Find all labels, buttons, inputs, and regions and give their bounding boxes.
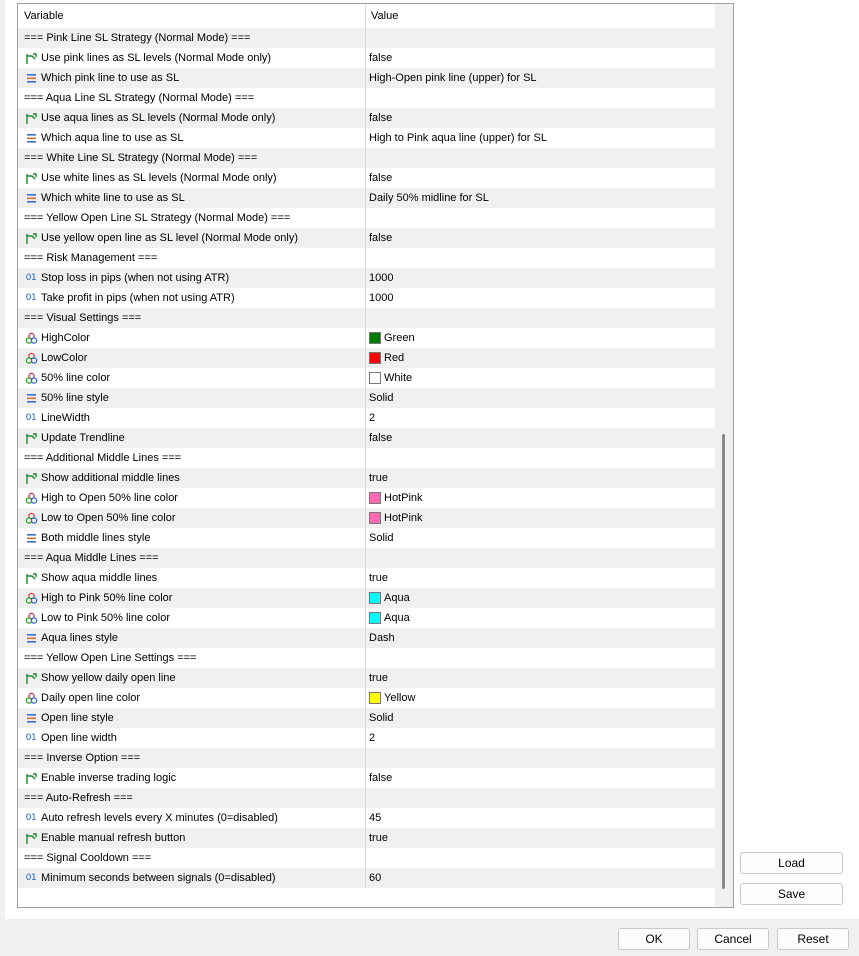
value-cell[interactable] [366,828,715,848]
table-row[interactable] [18,308,715,328]
enum-list-icon [24,71,38,85]
variable-name: Which aqua line to use as SL [41,132,184,144]
value-cell[interactable] [366,148,715,168]
variable-value[interactable]: Red [384,352,405,364]
value-cell[interactable] [366,348,715,368]
variable-cell [18,448,366,468]
variable-value[interactable]: 2 [369,412,376,424]
variable-cell [18,808,366,828]
variable-name: Low to Open 50% line color [41,512,176,524]
variable-value[interactable]: true [369,472,388,484]
variable-name: === Aqua Middle Lines === [24,552,159,564]
table-row[interactable] [18,628,715,648]
value-cell[interactable] [366,288,715,308]
variable-name: === Signal Cooldown === [24,852,152,864]
enum-list-icon [24,711,38,725]
variable-cell [18,248,366,268]
variable-cell [18,488,366,508]
variable-name: High to Open 50% line color [41,492,178,504]
variable-name: === Visual Settings === [24,312,142,324]
variable-name: Enable manual refresh button [41,832,186,844]
color-circles-icon [24,591,38,605]
boolean-arrow-icon [24,231,38,245]
grid-rows [18,28,715,888]
table-row[interactable] [18,148,715,168]
variable-value[interactable]: true [369,572,388,584]
variable-value[interactable]: White [384,372,413,384]
value-cell[interactable] [366,808,715,828]
variable-cell [18,68,366,88]
variable-value[interactable]: true [369,832,388,844]
table-row[interactable] [18,428,715,448]
variable-cell [18,28,366,48]
variable-cell [18,628,366,648]
variable-name: Open line width [41,732,117,744]
variable-value[interactable]: Aqua [384,592,410,604]
variable-value[interactable]: false [369,172,393,184]
variable-cell [18,108,366,128]
enum-list-icon [24,631,38,645]
variable-name: Use pink lines as SL levels (Normal Mode only) [41,52,272,64]
value-cell[interactable] [366,68,715,88]
boolean-arrow-icon [24,471,38,485]
table-row[interactable] [18,48,715,68]
variable-value[interactable]: 45 [369,812,382,824]
color-swatch [369,612,381,624]
variable-name: Show aqua middle lines [41,572,158,584]
variable-value[interactable]: true [369,672,388,684]
variable-cell [18,828,366,848]
variable-value[interactable]: Solid [369,392,394,404]
variable-cell [18,148,366,168]
table-row[interactable] [18,808,715,828]
table-row[interactable] [18,168,715,188]
variable-cell [18,48,366,68]
value-cell[interactable] [366,208,715,228]
variable-cell [18,308,366,328]
variable-name: 50% line style [41,392,109,404]
boolean-arrow-icon [24,831,38,845]
table-row[interactable] [18,88,715,108]
variable-cell [18,348,366,368]
variable-name: 50% line color [41,372,111,384]
table-row[interactable] [18,288,715,308]
cancel-button[interactable]: Cancel [697,928,769,950]
variable-value[interactable]: High to Pink aqua line (upper) for SL [369,132,547,144]
variable-cell [18,748,366,768]
variable-name: High to Pink 50% line color [41,592,173,604]
variable-name: === Aqua Line SL Strategy (Normal Mode) === [24,92,255,104]
table-row[interactable] [18,188,715,208]
value-cell[interactable] [366,448,715,468]
variable-value[interactable]: Dash [369,632,395,644]
variable-name: Show yellow daily open line [41,672,176,684]
boolean-arrow-icon [24,571,38,585]
table-row[interactable] [18,728,715,748]
variable-value[interactable]: HotPink [384,512,423,524]
value-cell[interactable] [366,308,715,328]
table-row[interactable] [18,508,715,528]
table-row[interactable] [18,788,715,808]
variable-cell [18,188,366,208]
scrollbar-thumb[interactable] [722,434,725,889]
variable-name: Use white lines as SL levels (Normal Mode only) [41,172,277,184]
variable-name: === White Line SL Strategy (Normal Mode) === [24,152,258,164]
vertical-scrollbar[interactable] [715,4,733,907]
variable-value[interactable]: Yellow [384,692,416,704]
variable-name: Daily open line color [41,692,141,704]
integer-icon: 01 [25,813,37,823]
variable-name: Open line style [41,712,114,724]
table-row[interactable] [18,68,715,88]
boolean-arrow-icon [24,111,38,125]
reset-button[interactable]: Reset [777,928,849,950]
variable-cell [18,648,366,668]
variable-cell [18,608,366,628]
variable-name: LowColor [41,352,88,364]
color-swatch [369,372,381,384]
variable-name: === Auto-Refresh === [24,792,133,804]
table-row[interactable] [18,748,715,768]
value-cell[interactable] [366,788,715,808]
table-row[interactable] [18,608,715,628]
value-cell[interactable] [366,168,715,188]
value-cell[interactable] [366,708,715,728]
value-cell[interactable] [366,688,715,708]
variable-name: Stop loss in pips (when not using ATR) [41,272,230,284]
table-row[interactable] [18,248,715,268]
boolean-arrow-icon [24,431,38,445]
value-cell[interactable] [366,28,715,48]
variable-value[interactable]: Daily 50% midline for SL [369,192,489,204]
table-row[interactable] [18,568,715,588]
table-row[interactable] [18,128,715,148]
table-row[interactable] [18,868,715,888]
variable-name: Auto refresh levels every X minutes (0=disabled) [41,812,278,824]
enum-list-icon [24,191,38,205]
variable-cell [18,228,366,248]
variable-value[interactable]: HotPink [384,492,423,504]
table-row[interactable] [18,688,715,708]
table-row[interactable] [18,368,715,388]
variable-value[interactable]: 1000 [369,272,394,284]
value-cell[interactable] [366,548,715,568]
table-row[interactable] [18,828,715,848]
value-cell[interactable] [366,388,715,408]
integer-icon: 01 [25,733,37,743]
value-cell[interactable] [366,768,715,788]
value-cell[interactable] [366,848,715,868]
value-cell[interactable] [366,668,715,688]
variable-value[interactable]: Solid [369,712,394,724]
color-circles-icon [24,691,38,705]
column-header-variable[interactable]: Variable [18,4,366,28]
value-cell[interactable] [366,268,715,288]
inputs-grid[interactable] [17,3,734,908]
variable-cell [18,208,366,228]
variable-cell [18,268,366,288]
boolean-arrow-icon [24,171,38,185]
variable-cell [18,408,366,428]
color-circles-icon [24,331,38,345]
boolean-arrow-icon [24,671,38,685]
value-cell[interactable] [366,88,715,108]
variable-value[interactable]: Aqua [384,612,410,624]
variable-value[interactable]: 1000 [369,292,394,304]
variable-cell [18,508,366,528]
variable-cell [18,668,366,688]
variable-value[interactable]: Green [384,332,415,344]
variable-cell [18,128,366,148]
variable-value[interactable]: false [369,232,393,244]
enum-list-icon [24,391,38,405]
table-row[interactable] [18,228,715,248]
color-swatch [369,692,381,704]
variable-cell [18,388,366,408]
color-circles-icon [24,611,38,625]
variable-name: === Pink Line SL Strategy (Normal Mode) === [24,32,251,44]
value-cell[interactable] [366,648,715,668]
variable-value[interactable]: 60 [369,872,382,884]
variable-value[interactable]: false [369,52,393,64]
table-row[interactable] [18,408,715,428]
value-cell[interactable] [366,568,715,588]
color-swatch [369,352,381,364]
variable-name: Show additional middle lines [41,472,180,484]
variable-name: Use aqua lines as SL levels (Normal Mode only) [41,112,276,124]
color-swatch [369,592,381,604]
variable-cell [18,768,366,788]
value-cell[interactable] [366,468,715,488]
variable-name: Update Trendline [41,432,125,444]
variable-value[interactable]: 2 [369,732,376,744]
column-header-value[interactable]: Value [371,10,399,22]
value-cell[interactable] [366,628,715,648]
variable-value[interactable]: false [369,772,393,784]
variable-value[interactable]: High-Open pink line (upper) for SL [369,72,537,84]
table-row[interactable] [18,548,715,568]
table-row[interactable] [18,648,715,668]
value-cell[interactable] [366,368,715,388]
variable-value[interactable]: false [369,112,393,124]
value-cell[interactable] [366,228,715,248]
value-cell[interactable] [366,528,715,548]
variable-name: Minimum seconds between signals (0=disabled) [41,872,276,884]
table-row[interactable] [18,28,715,48]
variable-name: Low to Pink 50% line color [41,612,171,624]
variable-name: Enable inverse trading logic [41,772,177,784]
variable-cell [18,688,366,708]
variable-cell [18,288,366,308]
table-row[interactable] [18,348,715,368]
table-row[interactable] [18,108,715,128]
table-row[interactable] [18,528,715,548]
variable-cell [18,848,366,868]
variable-cell [18,368,366,388]
grid-header [18,4,715,29]
variable-cell [18,588,366,608]
variable-cell [18,728,366,748]
variable-name: === Yellow Open Line Settings === [24,652,197,664]
integer-icon: 01 [25,413,37,423]
table-row[interactable] [18,448,715,468]
boolean-arrow-icon [24,51,38,65]
table-row[interactable] [18,588,715,608]
variable-cell [18,868,366,888]
variable-name: HighColor [41,332,90,344]
value-cell[interactable] [366,608,715,628]
variable-name: Which pink line to use as SL [41,72,180,84]
table-row[interactable] [18,468,715,488]
value-cell[interactable] [366,428,715,448]
color-circles-icon [24,511,38,525]
variable-name: Which white line to use as SL [41,192,185,204]
save-button[interactable]: Save [740,883,843,905]
variable-name: Aqua lines style [41,632,119,644]
value-cell[interactable] [366,248,715,268]
color-swatch [369,492,381,504]
color-swatch [369,332,381,344]
variable-name: Both middle lines style [41,532,151,544]
load-button[interactable]: Load [740,852,843,874]
value-cell[interactable] [366,588,715,608]
variable-cell [18,708,366,728]
value-cell[interactable] [366,328,715,348]
color-swatch [369,512,381,524]
variable-cell [18,328,366,348]
variable-name: Take profit in pips (when not using ATR) [41,292,235,304]
value-cell[interactable] [366,108,715,128]
value-cell[interactable] [366,508,715,528]
variable-cell [18,568,366,588]
variable-name: === Yellow Open Line SL Strategy (Normal Mode) === [24,212,291,224]
variable-name: === Risk Management === [24,252,158,264]
value-cell[interactable] [366,488,715,508]
color-circles-icon [24,491,38,505]
value-cell[interactable] [366,128,715,148]
table-row[interactable] [18,268,715,288]
table-row[interactable] [18,768,715,788]
table-row[interactable] [18,388,715,408]
ok-button[interactable]: OK [618,928,690,950]
table-row[interactable] [18,848,715,868]
variable-cell [18,468,366,488]
variable-value[interactable]: Solid [369,532,394,544]
variable-name: Use yellow open line as SL level (Normal Mode only) [41,232,298,244]
value-cell[interactable] [366,48,715,68]
table-row[interactable] [18,208,715,228]
variable-cell [18,548,366,568]
variable-cell [18,168,366,188]
integer-icon: 01 [25,873,37,883]
variable-cell [18,428,366,448]
color-circles-icon [24,371,38,385]
table-row[interactable] [18,488,715,508]
table-row[interactable] [18,708,715,728]
integer-icon: 01 [25,273,37,283]
variable-name: === Inverse Option === [24,752,141,764]
value-cell[interactable] [366,728,715,748]
enum-list-icon [24,531,38,545]
variable-cell [18,528,366,548]
variable-value[interactable]: false [369,432,393,444]
color-circles-icon [24,351,38,365]
value-cell[interactable] [366,408,715,428]
variable-name: LineWidth [41,412,90,424]
variable-name: === Additional Middle Lines === [24,452,182,464]
table-row[interactable] [18,668,715,688]
integer-icon: 01 [25,293,37,303]
value-cell[interactable] [366,188,715,208]
variable-cell [18,88,366,108]
boolean-arrow-icon [24,771,38,785]
value-cell[interactable] [366,868,715,888]
enum-list-icon [24,131,38,145]
table-row[interactable] [18,328,715,348]
variable-cell [18,788,366,808]
value-cell[interactable] [366,748,715,768]
